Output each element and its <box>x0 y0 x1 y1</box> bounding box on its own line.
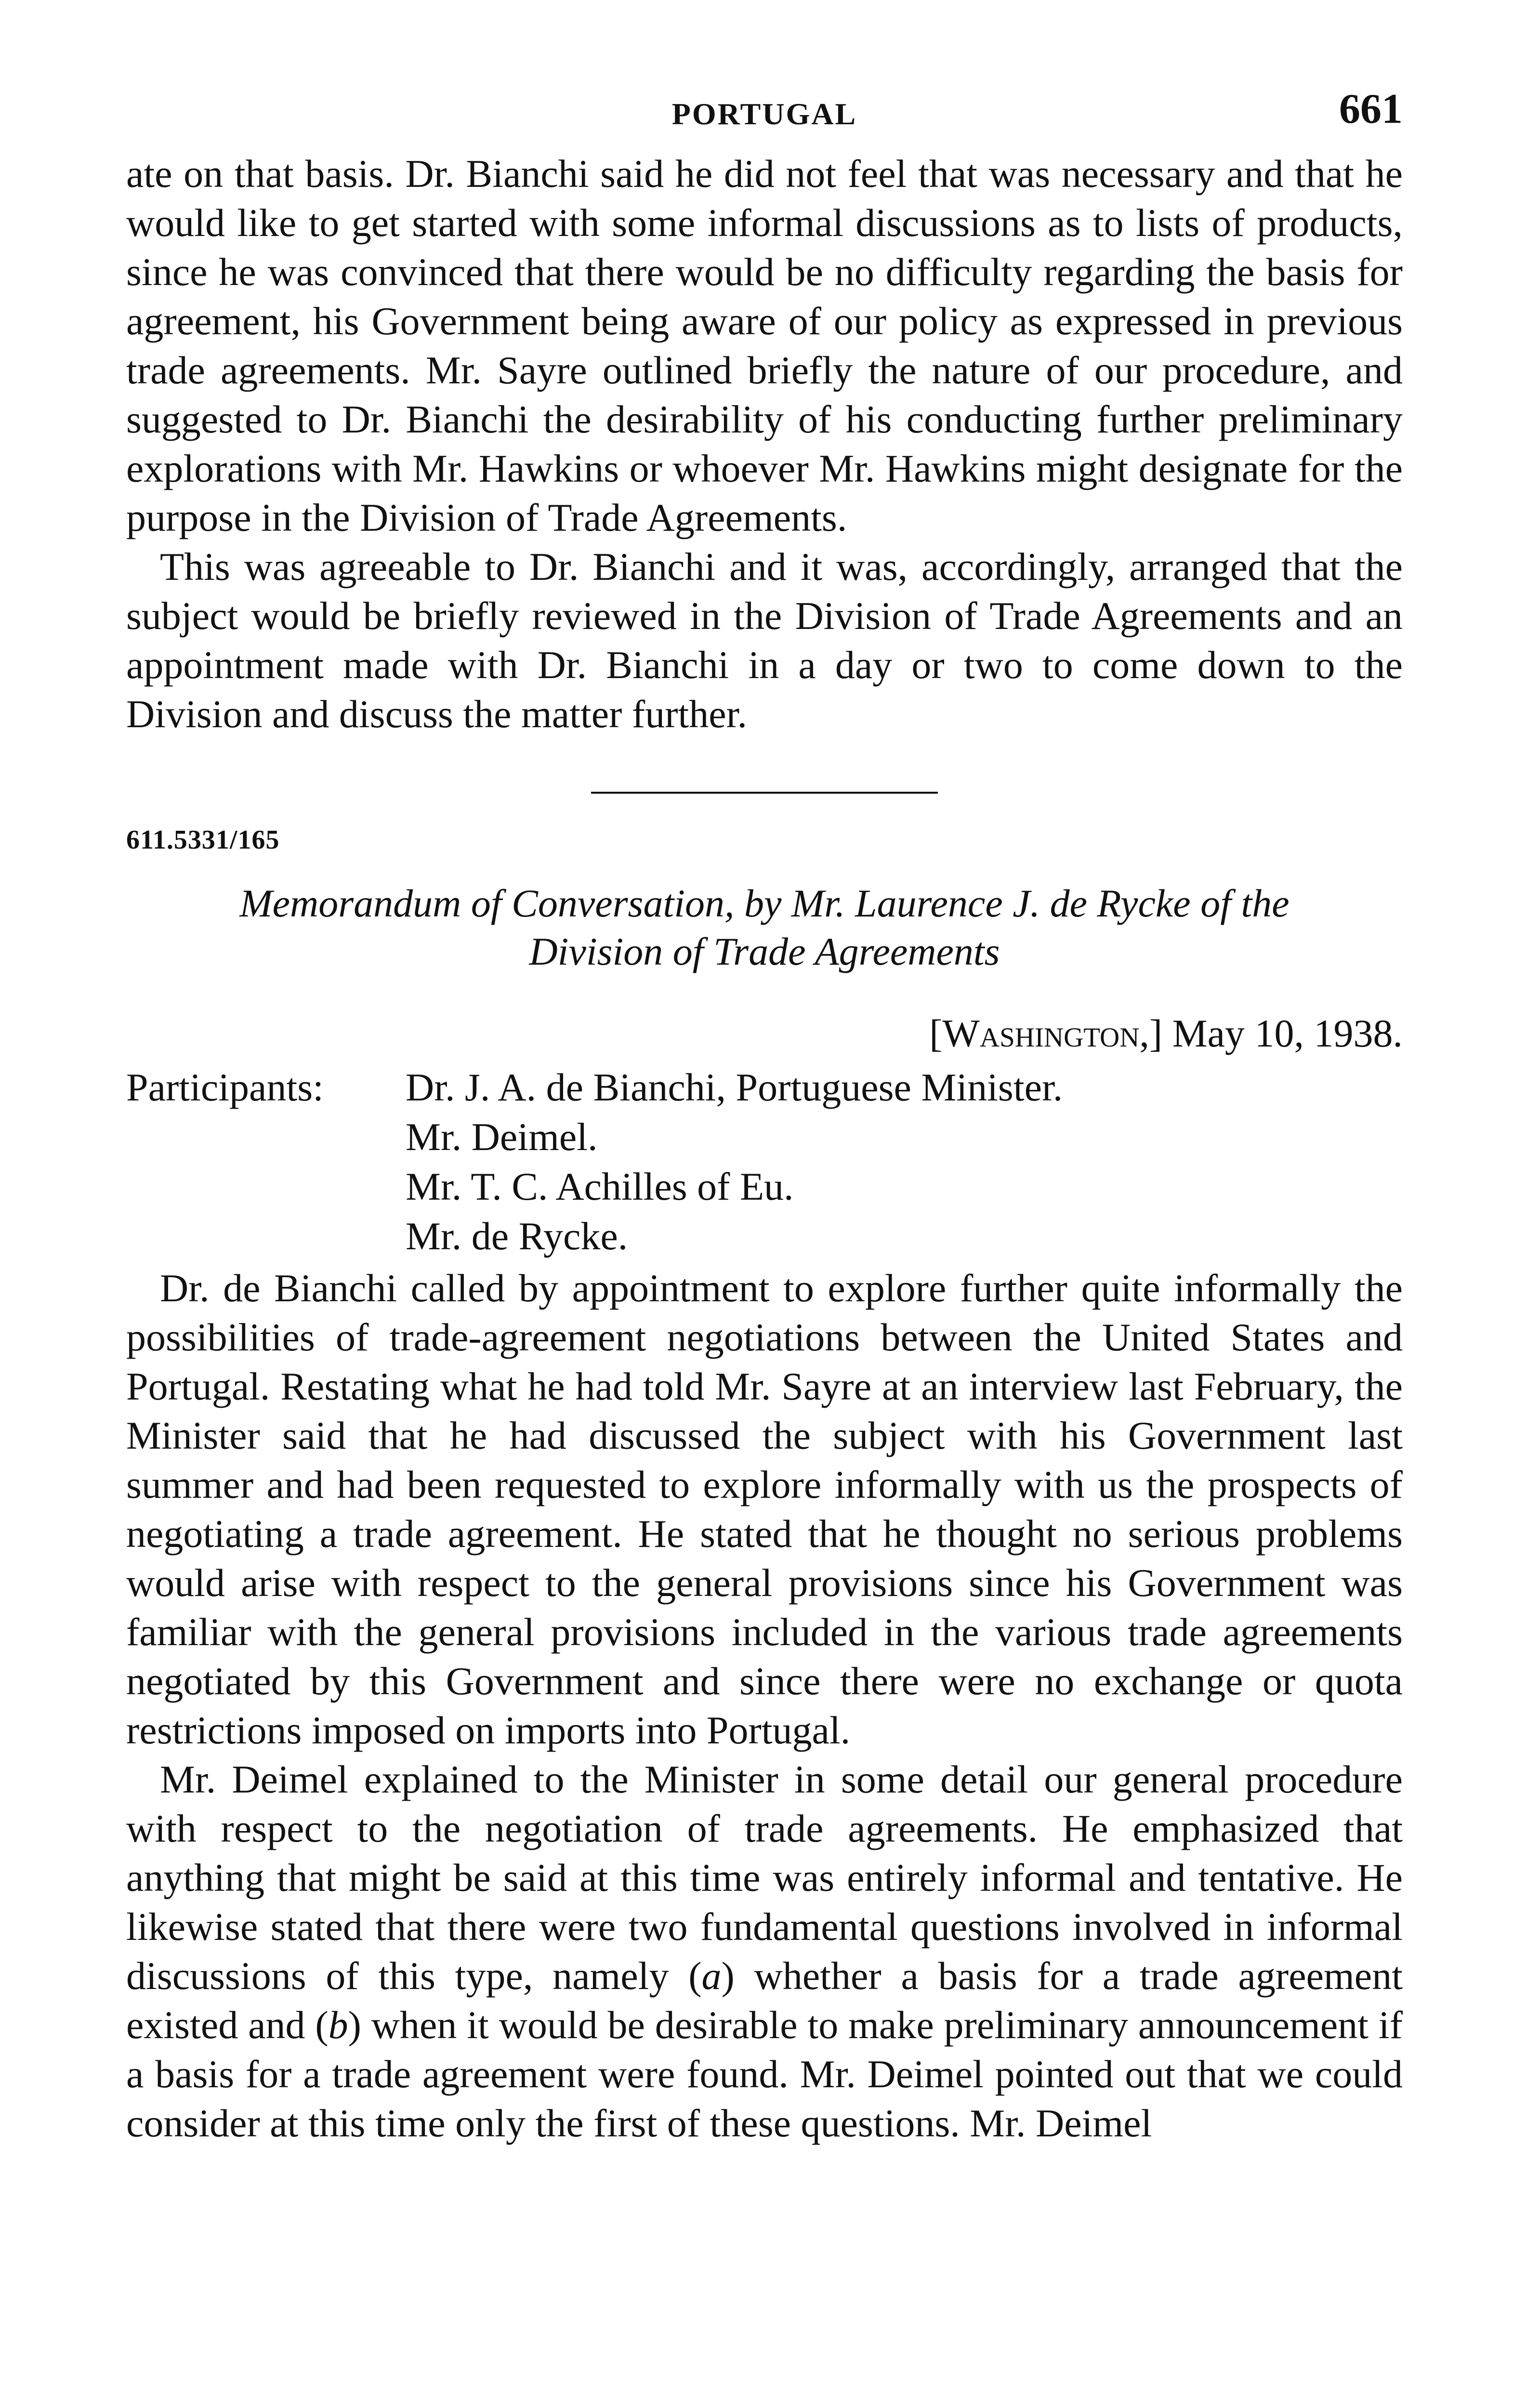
body-paragraph: Dr. de Bianchi called by appointment to explore further quite informally the possibilities of trade-agreement negotiations between the United States and Portugal. Restating what he had told Mr. Sayre at an interview last February, the Minister said that he had discussed the subject with his Government last summer and had been requested to explore informally with us the prospects of negotiating a trade agreement. He stated that he thought no serious problems would arise with respect to the general provisions since his Government was familiar with the general provisions included in the various trade agreements negotiated by this Government and since there were no exchange or quota restrictions imposed on imports into Portugal. <box>126 1266 1403 1752</box>
participants-block <box>126 1062 1403 1261</box>
body-paragraph <box>126 1755 1403 2148</box>
document-title <box>126 879 1403 976</box>
participant: Mr. T. C. Achilles of Eu. <box>406 1165 794 1208</box>
participant: Mr. de Rycke. <box>406 1214 628 1258</box>
enumeration-letter: a <box>701 1954 722 1998</box>
dateline <box>126 1009 1403 1058</box>
page-number: 661 <box>1339 86 1403 132</box>
body-paragraph: ate on that basis. Dr. Bianchi said he did not feel that was necessary and that he would like to get started with some informal discussions as to lists of products, since he was convinced that there would be no difficulty regarding the basis for agreement, his Government being aware of our policy as expressed in previous trade agreements. Mr. Sayre outlined briefly the nature of our procedure, and suggested to Dr. Bianchi the desirability of his conducting further preliminary explorations with Mr. Hawkins or whoever Mr. Hawkins might designate for the purpose in the Division of Trade Agreements. <box>126 152 1403 539</box>
running-title: PORTUGAL <box>671 97 857 131</box>
participant: Dr. J. A. de Bianchi, Portuguese Minister. <box>406 1065 1063 1109</box>
participants-list <box>406 1062 1063 1261</box>
section-divider <box>591 792 938 794</box>
dateline-place: [Washington,] <box>929 1011 1163 1055</box>
paragraph-text: ) whether a basis for a trade agreement existed and ( <box>126 1954 1403 2047</box>
enumeration-letter: b <box>328 2003 348 2047</box>
paragraph-text: ) when it would be desirable to make preliminary announcement if a basis for a trade agreement were found. Mr. Deimel pointed out that we could consider at this time only the first of these questions. Mr. Deimel <box>126 2003 1403 2145</box>
file-number: 611.5331/165 <box>126 825 280 855</box>
participant: Mr. Deimel. <box>406 1115 598 1159</box>
document-title-line: Division of Trade Agreements <box>529 929 1000 973</box>
participants-label: Participants: <box>126 1065 324 1109</box>
document-title-line: Memorandum of Conversation, by Mr. Laurence J. de Rycke of the <box>239 881 1289 925</box>
paragraph-text: Mr. Deimel explained to the Minister in some detail our general procedure with respect to the negotiation of trade agreements. He emphasized that anything that might be said at this time was entirely informal and tentative. He likewise stated that there were two fundamental questions involved in informal discussions of this type, namely ( <box>126 1757 1403 1998</box>
running-header <box>126 77 1403 149</box>
body-paragraph: This was agreeable to Dr. Bianchi and it was, accordingly, arranged that the subject would be briefly reviewed in the Division of Trade Agreements and an appointment made with Dr. Bianchi in a day or two to come down to the Division and discuss the matter further. <box>126 545 1403 736</box>
dateline-date: May 10, 1938. <box>1172 1011 1403 1055</box>
document-page <box>126 77 1403 2148</box>
